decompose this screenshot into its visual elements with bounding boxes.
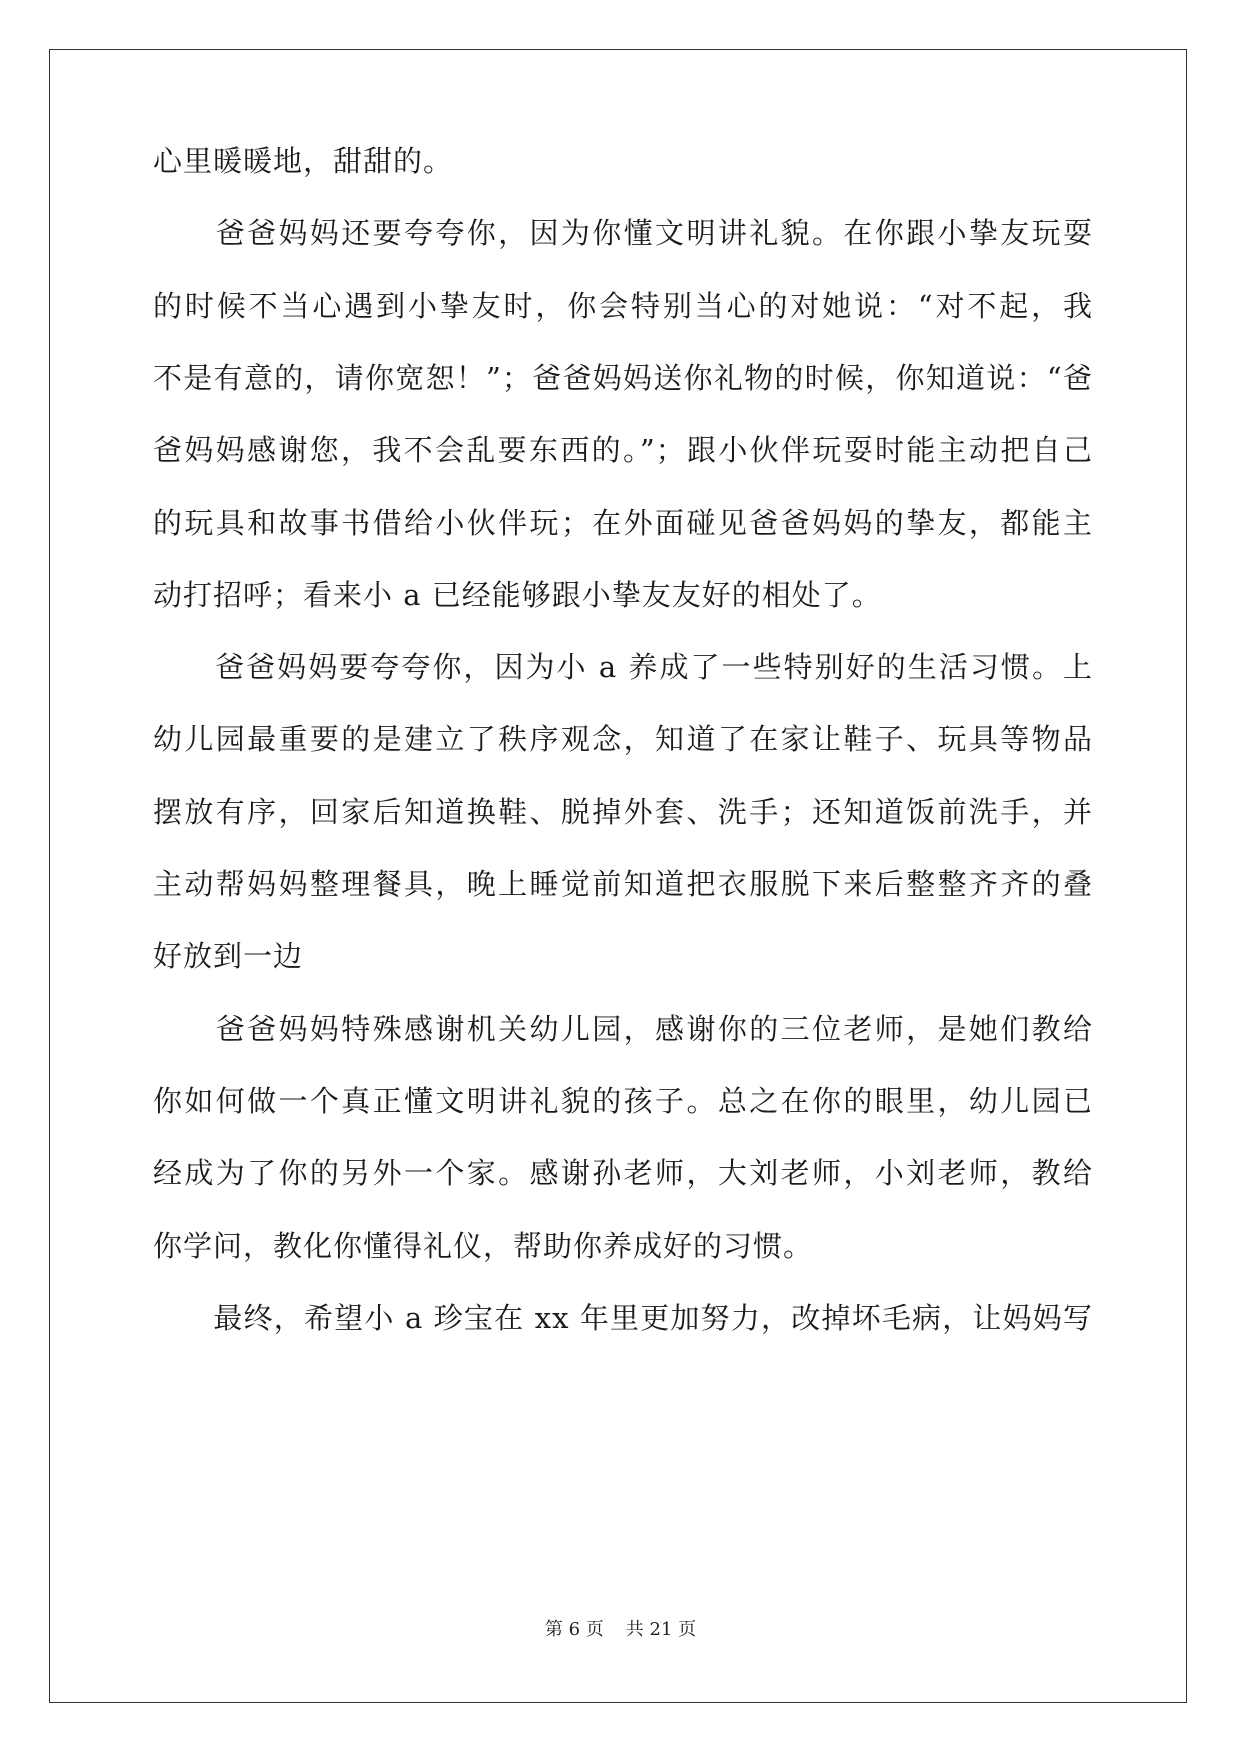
text-line: 你学问，教化你懂得礼仪，帮助你养成好的习惯。 <box>153 1228 814 1263</box>
page-footer <box>0 1618 1241 1642</box>
text-line: 最终，希望小 a 珍宝在 xx 年里更加努力，改掉坏毛病，让妈妈写 <box>153 1300 1093 1335</box>
text-line: 经成为了你的另外一个家。感谢孙老师，大刘老师，小刘老师，教给 <box>153 1156 1093 1191</box>
text-line: 主动帮妈妈整理餐具，晚上睡觉前知道把衣服脱下来后整整齐齐的叠 <box>153 867 1093 901</box>
text-line: 幼儿园最重要的是建立了秩序观念，知道了在家让鞋子、玩具等物品 <box>153 722 1093 757</box>
text-line: 心里暖暖地，甜甜的。 <box>153 144 454 178</box>
text-line: 爸爸妈妈要夸夸你，因为小 a 养成了一些特别好的生活习惯。上 <box>153 650 1093 685</box>
text-line: 的玩具和故事书借给小伙伴玩；在外面碰见爸爸妈妈的挚友，都能主 <box>153 505 1093 540</box>
text-line: 的时候不当心遇到小挚友时，你会特别当心的对她说：“对不起，我 <box>153 288 1093 323</box>
text-line: 你如何做一个真正懂文明讲礼貌的孩子。总之在你的眼里，幼儿园已 <box>153 1083 1093 1118</box>
text-line: 摆放有序，回家后知道换鞋、脱掉外套、洗手；还知道饭前洗手，并 <box>153 794 1093 829</box>
text-line: 爸爸妈妈还要夸夸你，因为你懂文明讲礼貌。在你跟小挚友玩耍 <box>153 216 1093 251</box>
text-line: 好放到一边 <box>153 939 304 974</box>
text-line: 爸爸妈妈特殊感谢机关幼儿园，感谢你的三位老师，是她们教给 <box>153 1011 1093 1046</box>
text-line: 动打招呼；看来小 a 已经能够跟小挚友友好的相处了。 <box>153 577 882 612</box>
text-line: 不是有意的，请你宽恕！”；爸爸妈妈送你礼物的时候，你知道说：“爸 <box>153 360 1093 395</box>
page-total: 共 21 页 <box>625 1619 697 1640</box>
page-number: 第 6 页 <box>544 1619 604 1640</box>
text-line: 爸妈妈感谢您，我不会乱要东西的。”；跟小伙伴玩耍时能主动把自己 <box>153 433 1093 468</box>
